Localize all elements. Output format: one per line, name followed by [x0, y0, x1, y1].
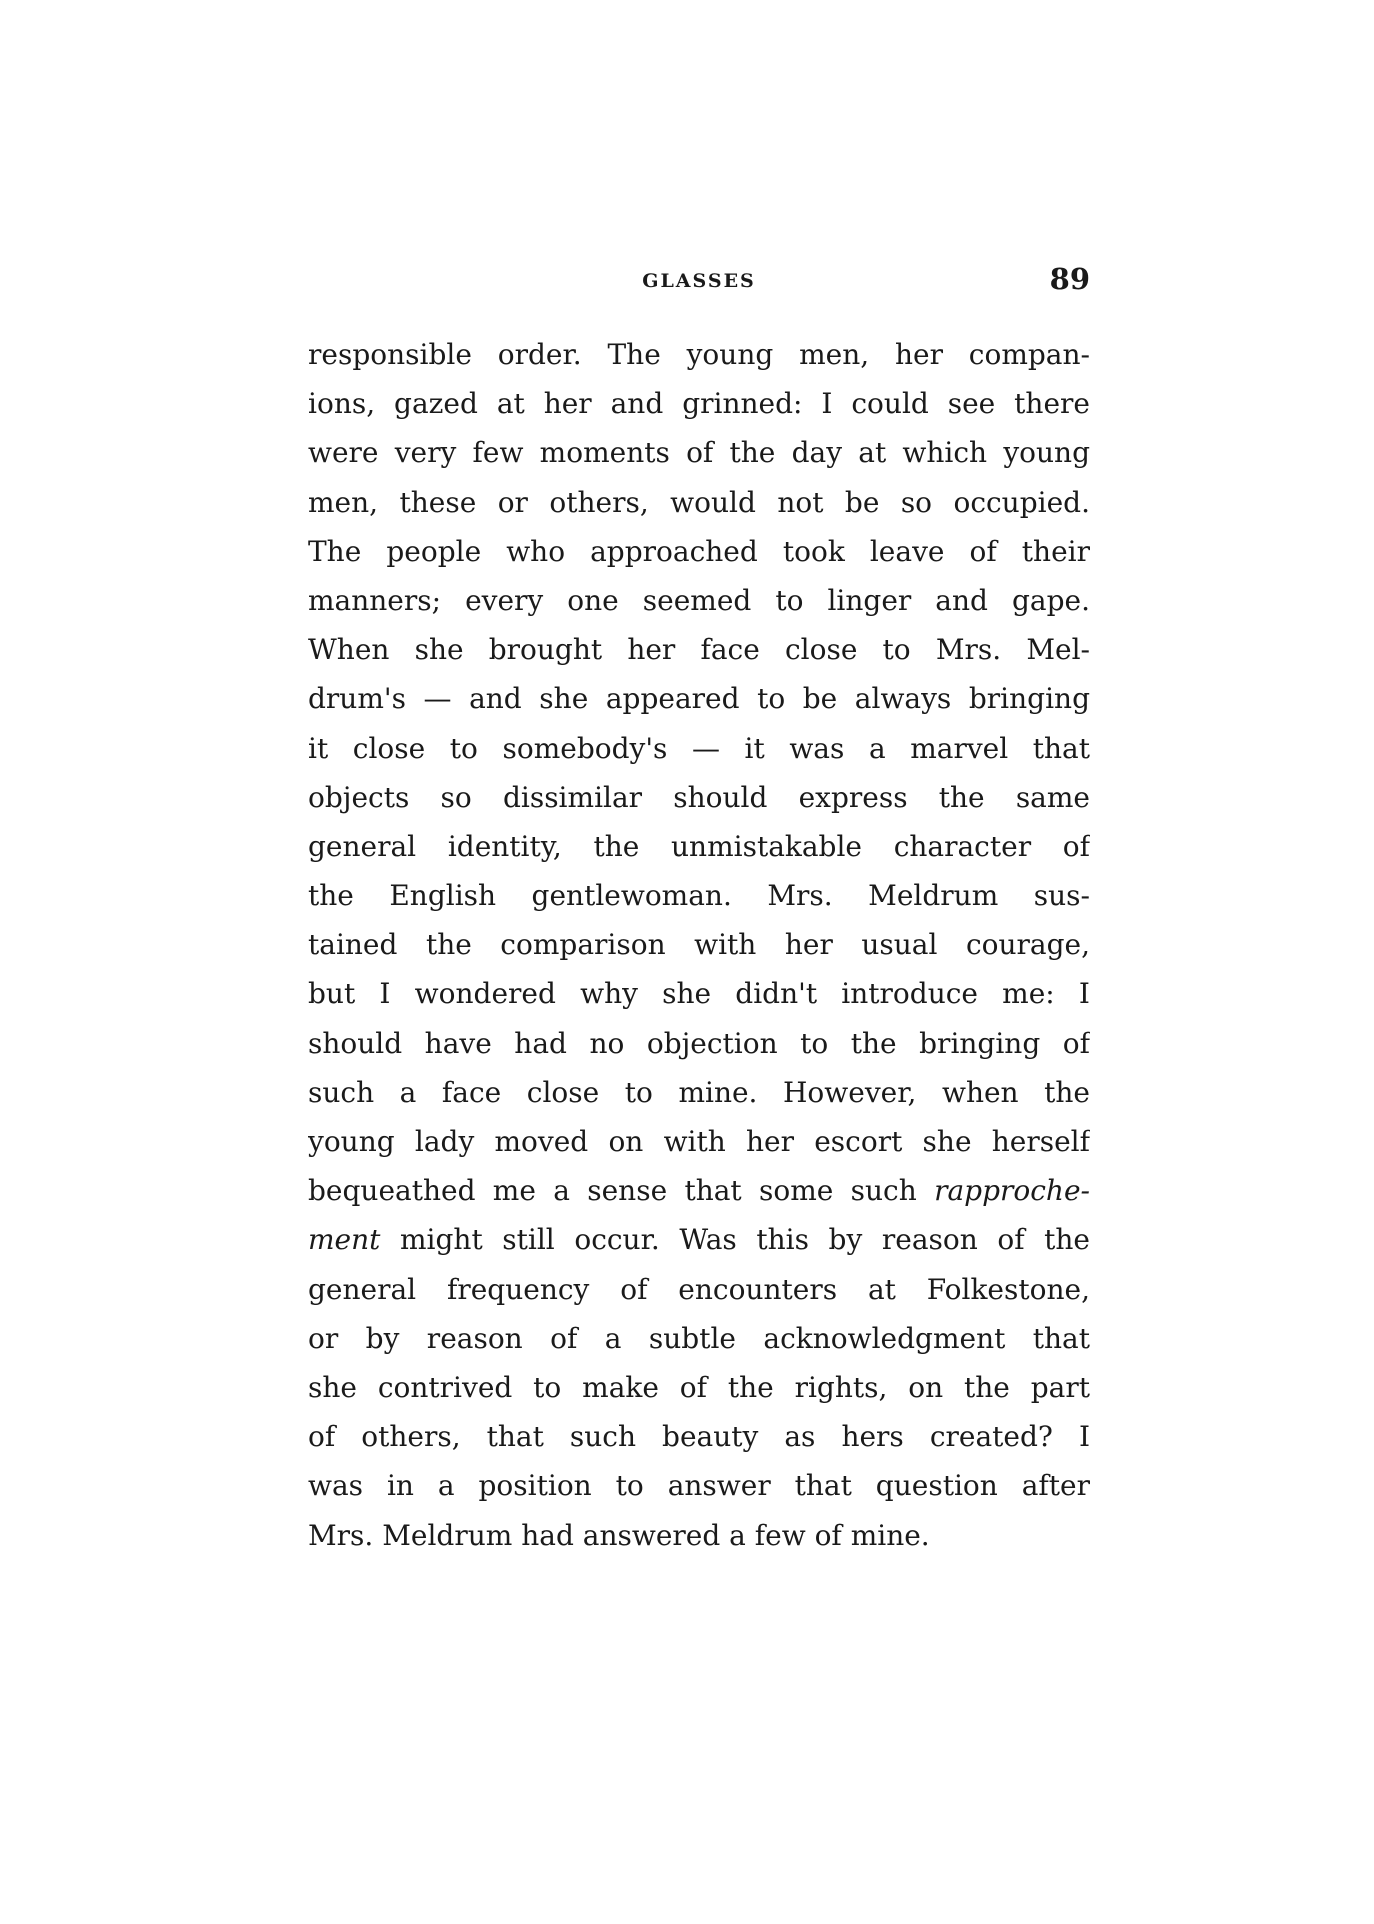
body-text	[308, 330, 1090, 1560]
text-line: but I wondered why she didn't introduce me: I	[308, 977, 1090, 1011]
text-line: it close to somebody's — it was a marvel that	[308, 731, 1090, 765]
text-line: were very few moments of the day at which young	[308, 436, 1090, 470]
text-line: manners; every one seemed to linger and gape.	[308, 583, 1090, 617]
text-line	[308, 1215, 1090, 1264]
text-line: ions, gazed at her and grinned: I could see there	[308, 387, 1090, 421]
running-title: GLASSES	[642, 270, 756, 292]
text-line	[308, 1166, 1090, 1215]
text-line: objects so dissimilar should express the same	[308, 780, 1090, 814]
text-line: should have had no objection to the bringing of	[308, 1026, 1090, 1060]
text-line: responsible order. The young men, her compan-	[308, 338, 1090, 371]
text-line: of others, that such beauty as hers created? I	[308, 1420, 1090, 1454]
text-line: men, these or others, would not be so occupied.	[308, 485, 1090, 519]
text-line: general identity, the unmistakable character of	[308, 829, 1090, 863]
italic-word: ment	[308, 1223, 381, 1257]
text-line: or by reason of a subtle acknowledgment that	[308, 1321, 1090, 1355]
text-segment: bequeathed me a sense that some such	[308, 1174, 935, 1208]
text-line: drum's — and she appeared to be always bringing	[308, 682, 1090, 716]
text-line: such a face close to mine. However, when the	[308, 1075, 1090, 1109]
text-line-last: Mrs. Meldrum had answered a few of mine.	[308, 1518, 930, 1552]
page-number: 89	[1049, 262, 1090, 296]
italic-word: rapproche-	[934, 1174, 1090, 1208]
text-line: the English gentlewoman. Mrs. Meldrum sus-	[308, 879, 1090, 913]
running-head	[308, 262, 1090, 302]
text-line: young lady moved on with her escort she herself	[308, 1125, 1090, 1158]
text-line: When she brought her face close to Mrs. Mel-	[308, 633, 1090, 667]
text-line: tained the comparison with her usual courage,	[308, 928, 1090, 962]
text-segment: might still occur. Was this by reason of the	[380, 1223, 1090, 1257]
text-line: was in a position to answer that question after	[308, 1469, 1090, 1503]
text-line: general frequency of encounters at Folkestone,	[308, 1272, 1090, 1306]
text-line: The people who approached took leave of their	[308, 534, 1090, 568]
text-line: she contrived to make of the rights, on the part	[308, 1370, 1090, 1404]
